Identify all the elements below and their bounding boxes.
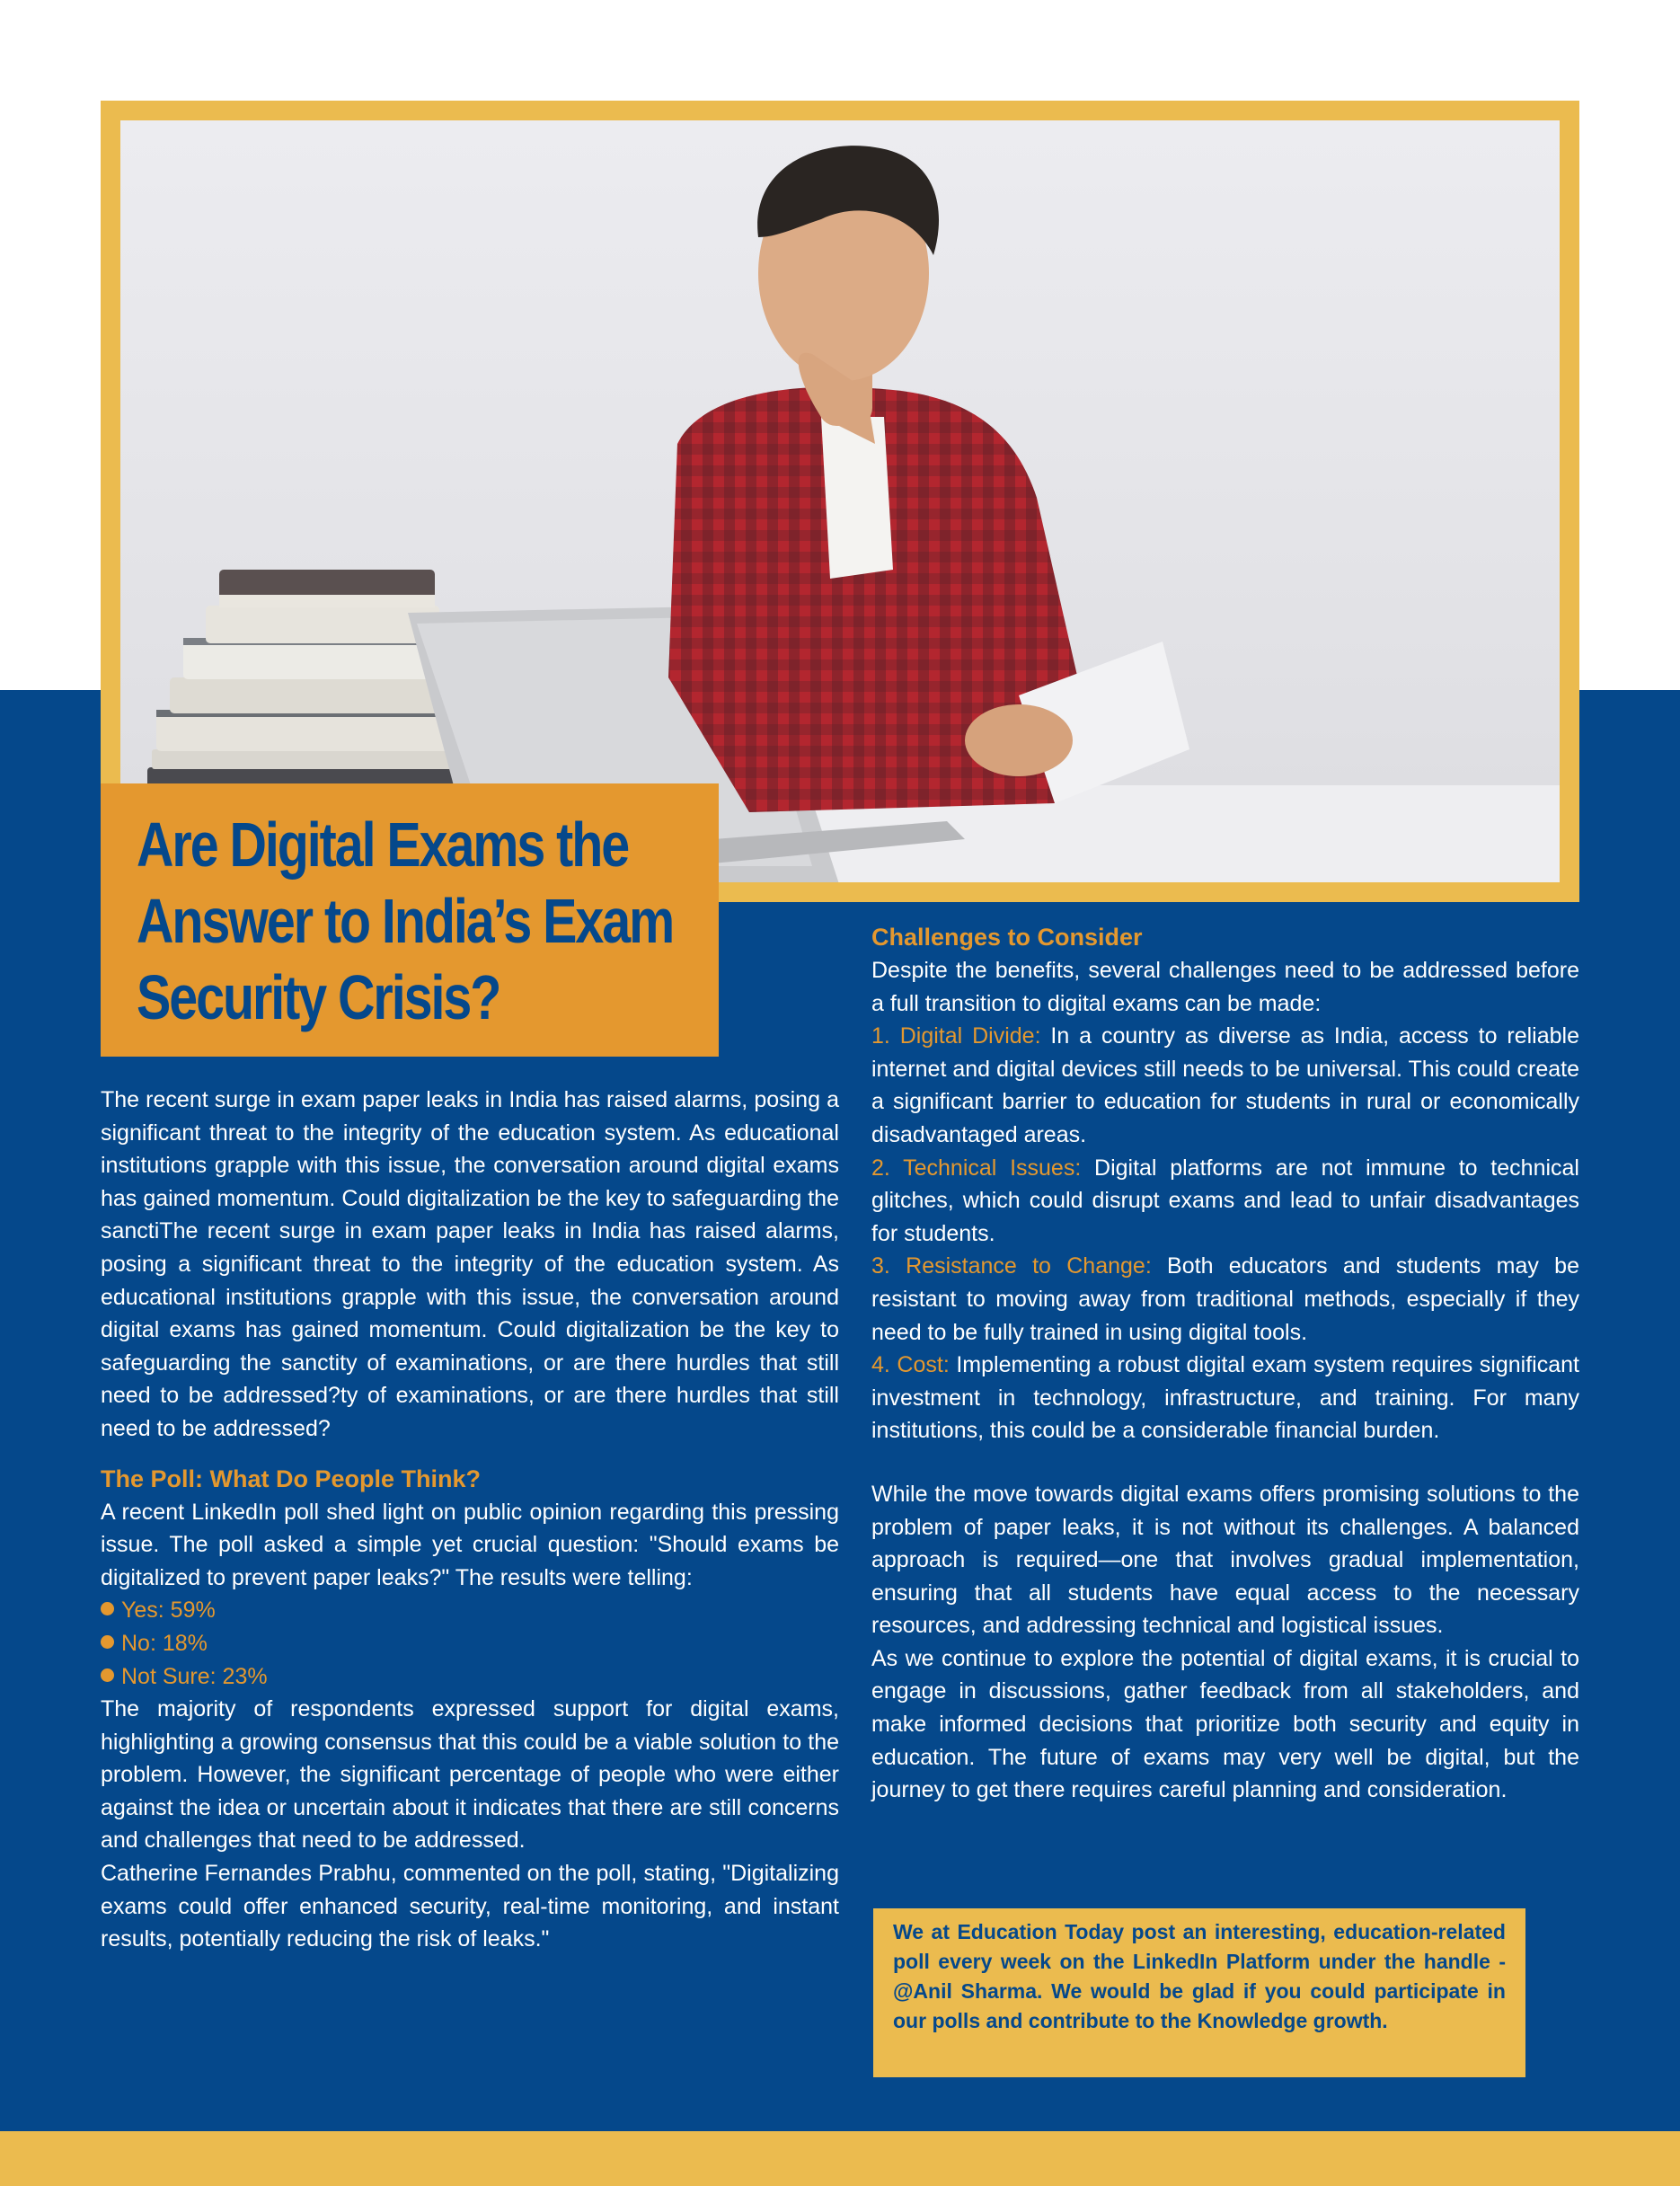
poll-analysis: The majority of respondents expressed support for digital exams, highlighting a growing consensus that this could be a viable solution to the problem. However, the significant percentage of people who were either against the idea or uncertain about it indicates that there are still concerns and challenges that need to be addressed.: [101, 1696, 839, 1854]
bullet-icon: [101, 1602, 114, 1615]
title-line: Security Crisis?: [137, 962, 500, 1032]
student-illustration: [668, 146, 1189, 812]
conclusion-paragraph: While the move towards digital exams offers promising solutions to the problem of paper leaks, it is not without its challenges. A balanced approach is required—one that involves gradual implementation, ensuring that all students have equal access to the necessary resources, and addressing technical and logistical issues.: [871, 1481, 1579, 1639]
challenges-heading: Challenges to Consider: [871, 924, 1143, 951]
challenge-label: 4. Cost:: [871, 1352, 950, 1378]
challenge-label: 2. Technical Issues:: [871, 1155, 1082, 1181]
footer-strip: [0, 2131, 1680, 2186]
poll-result-no: [101, 1627, 839, 1660]
challenge-label: 1. Digital Divide:: [871, 1023, 1041, 1049]
poll-result-text: Not Sure: 23%: [121, 1663, 268, 1689]
challenge-item: [871, 1349, 1579, 1447]
challenge-item: [871, 1250, 1579, 1349]
poll-result-text: Yes: 59%: [121, 1597, 216, 1624]
right-column: [871, 920, 1579, 1807]
challenge-text: Implementing a robust digital exam system requires significant investment in technology, infrastructure, and training. For many institutions, this could be a considerable financial burden.: [871, 1352, 1579, 1444]
conclusion-paragraph: As we continue to explore the potential of digital exams, it is crucial to engage in discussions, gather feedback from all stakeholders, and make informed decisions that prioritize both security and equity in education. The future of exams may very well be digital, but the journey to get there requires careful planning and consideration.: [871, 1645, 1579, 1803]
challenge-text: Both educators and students may be resistant to moving away from traditional methods, especially if they need to be fully trained in using digital tools.: [871, 1253, 1579, 1345]
poll-result-not-sure: [101, 1660, 839, 1694]
challenge-item: [871, 1152, 1579, 1251]
challenge-item: [871, 1020, 1579, 1151]
left-column: [101, 1084, 839, 1956]
intro-paragraph: The recent surge in exam paper leaks in India has raised alarms, posing a significant threat to the integrity of the education system. As educational institutions grapple with this issue, the conversation around digital exams has gained momentum. Could digitalization be the key to safeguarding the sanctiThe recent surge in exam paper leaks in India has raised alarms, posing a significant threat to the integrity of the education system. As educational institutions grapple with this issue, the conversation around digital exams has gained momentum. Could digitalization be the key to safeguarding the sanctity of examinations, or are there hurdles that still need to be addressed?ty of examinations, or are there hurdles that still need to be addressed?: [101, 1087, 839, 1441]
challenge-label: 3. Resistance to Change:: [871, 1253, 1152, 1279]
note-text: We at Education Today post an interesting, education-related poll every week on the LinkedIn Platform under the handle - @Anil Sharma. We would be glad if you could participate in our polls and contribute to the Knowledge growth.: [893, 1920, 1506, 2032]
challenge-text: Digital platforms are not immune to technical glitches, which could disrupt exams and lead to unfair disadvantages for students.: [871, 1155, 1579, 1246]
bullet-icon: [101, 1635, 114, 1649]
poll-result-yes: [101, 1594, 839, 1627]
title-line: Are Digital Exams the: [137, 810, 629, 880]
student-with-laptop-illustration: [120, 120, 1560, 882]
title-line: Answer to India’s Exam: [137, 886, 674, 956]
challenge-text: In a country as diverse as India, access to reliable internet and digital devices still needs to be universal. This could create a significant barrier to education for students in rural or economically disadvantaged areas.: [871, 1023, 1579, 1147]
hero-photo-frame: [101, 101, 1579, 902]
poll-intro: A recent LinkedIn poll shed light on public opinion regarding this pressing issue. The poll asked a simple yet crucial question: "Should exams be digitalized to prevent paper leaks?" The results were telling:: [101, 1499, 839, 1590]
bullet-icon: [101, 1668, 114, 1682]
article-title: [137, 807, 674, 1036]
title-box: [101, 783, 719, 1057]
book-stack-illustration: [147, 570, 462, 803]
challenges-intro: Despite the benefits, several challenges need to be addressed before a full transition to digital exams can be made:: [871, 958, 1579, 1016]
linkedin-poll-note: [873, 1908, 1525, 2077]
poll-quote: Catherine Fernandes Prabhu, commented on the poll, stating, "Digitalizing exams could offer enhanced security, real-time monitoring, and instant results, potentially reducing the risk of leaks.": [101, 1861, 839, 1952]
poll-heading: The Poll: What Do People Think?: [101, 1465, 481, 1492]
hero-photo: [120, 120, 1560, 882]
poll-result-text: No: 18%: [121, 1630, 208, 1656]
